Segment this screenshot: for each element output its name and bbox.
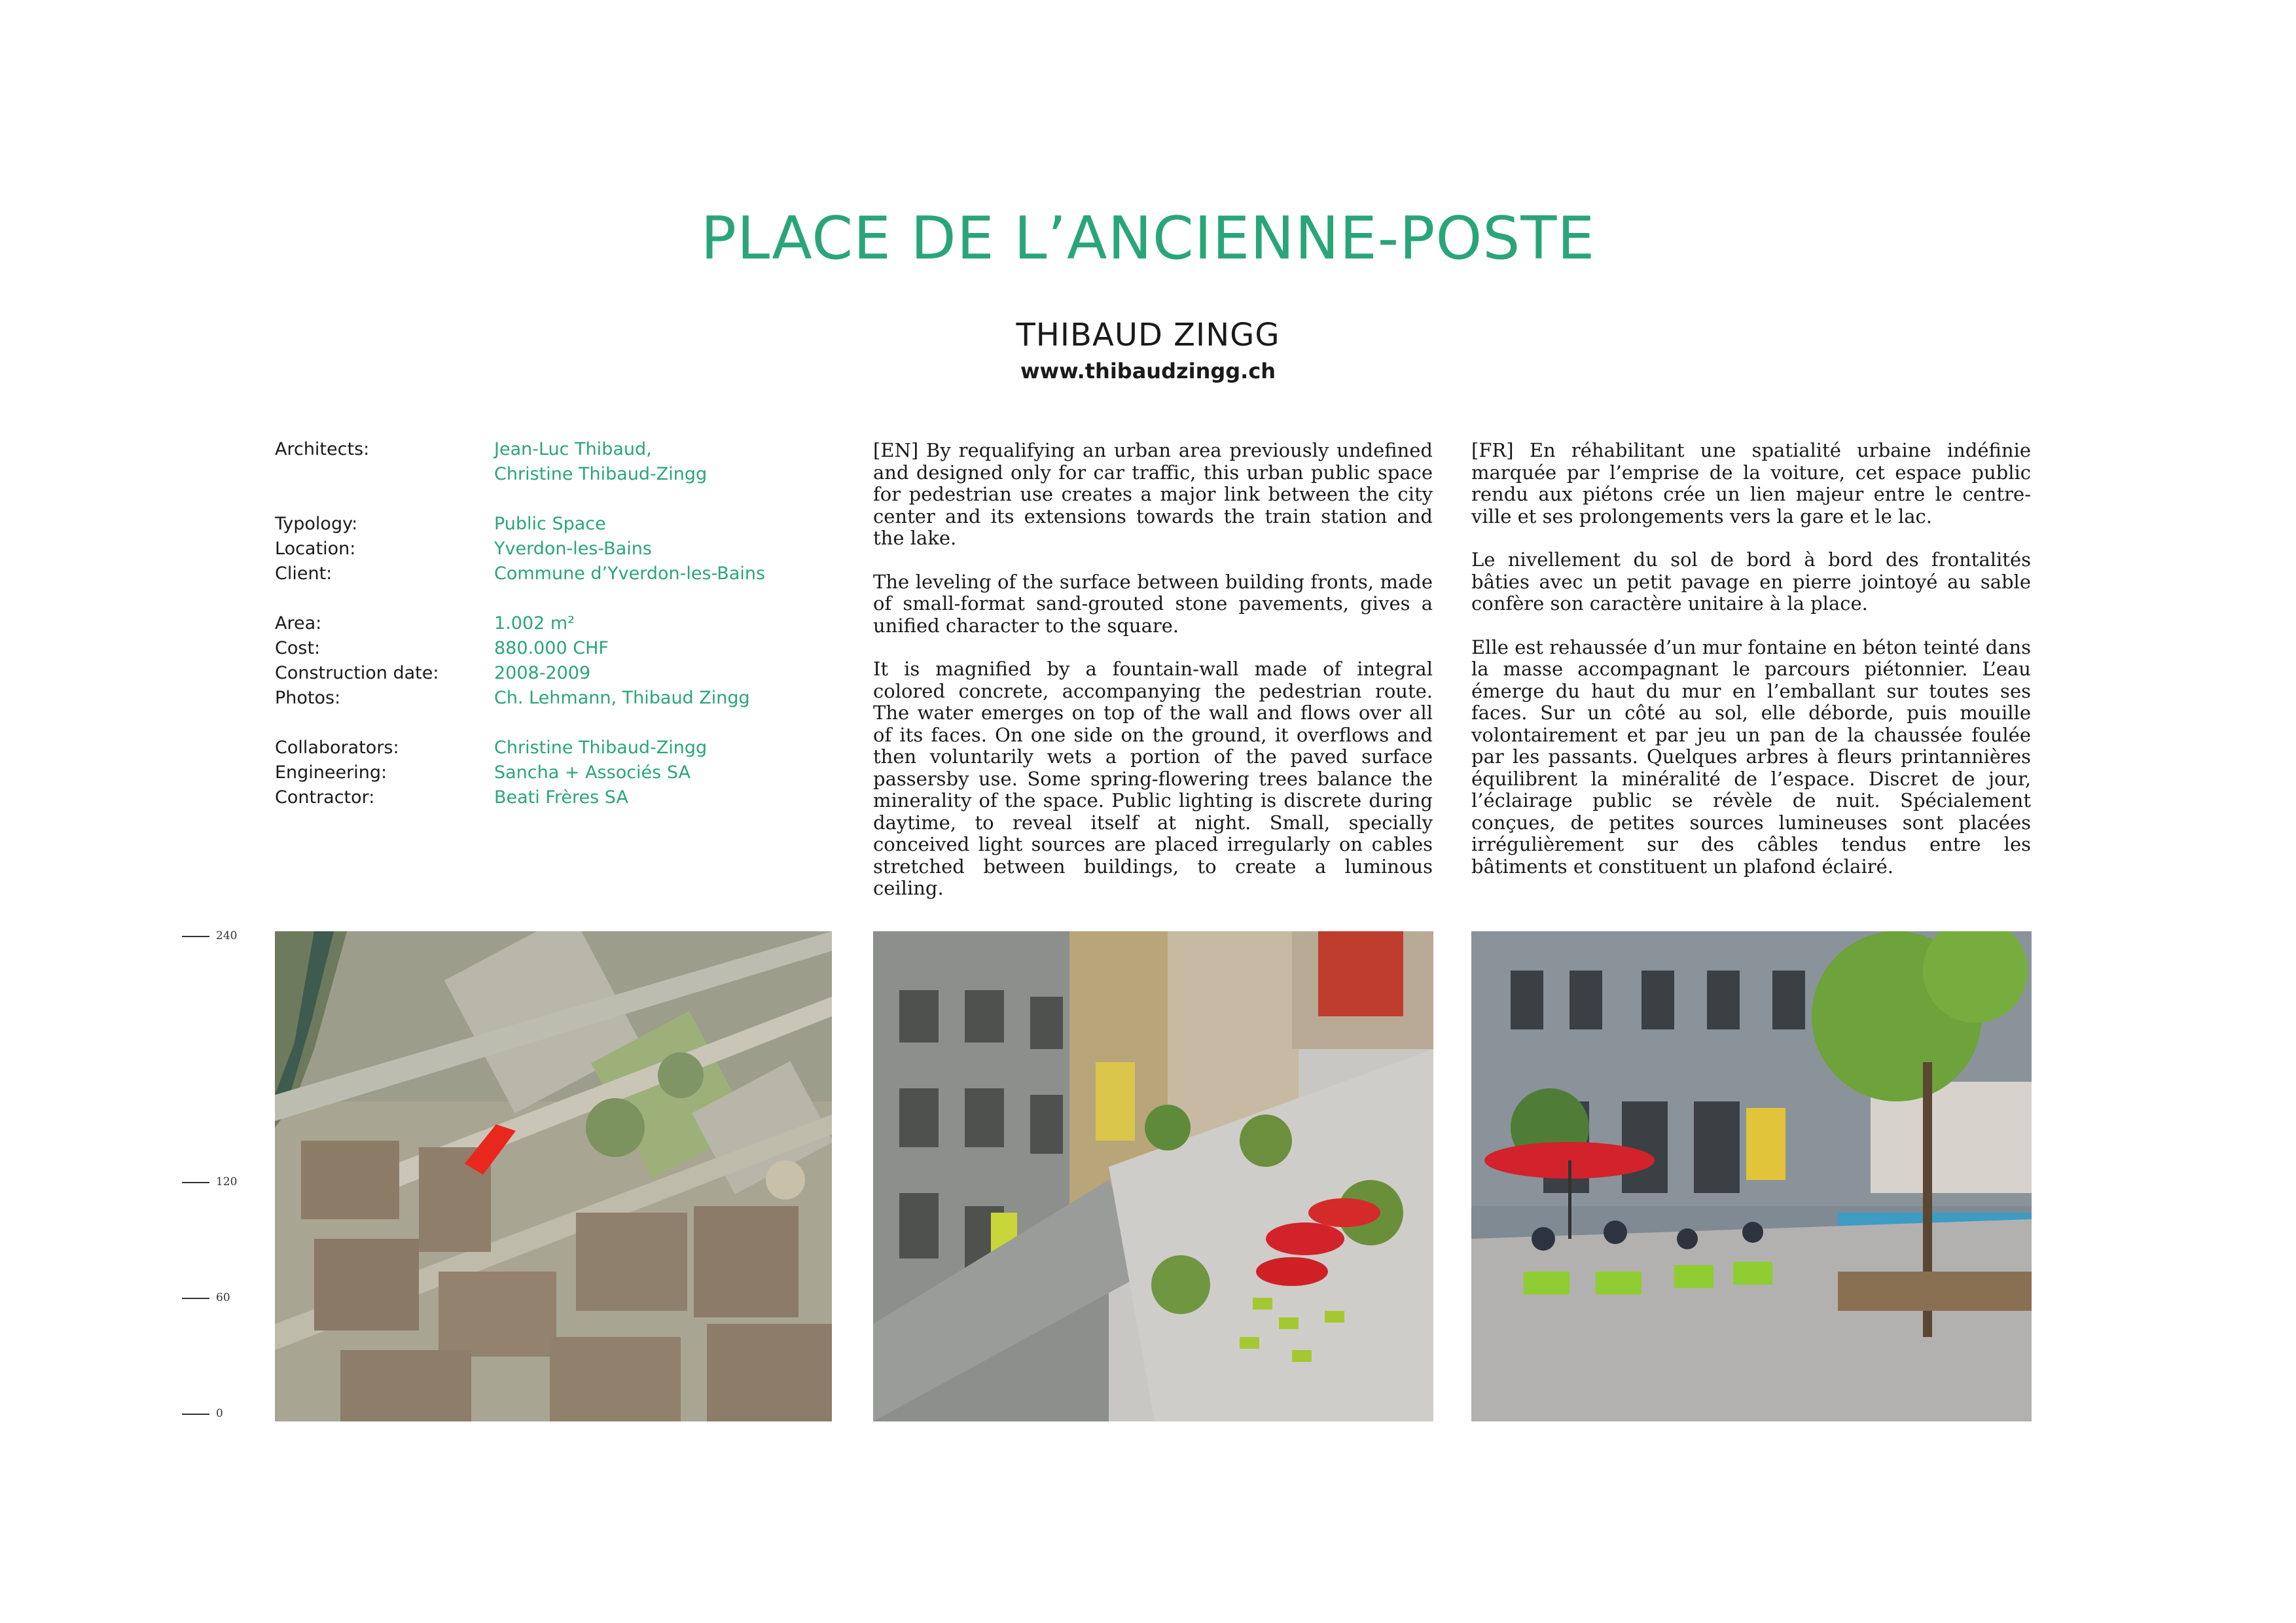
photos-value: Ch. Lehmann, Thibaud Zingg	[494, 688, 750, 708]
date-label: Construction date:	[275, 663, 439, 683]
project-info	[275, 437, 851, 810]
area-value: 1.002 m²	[494, 613, 575, 633]
scale-mark-120: 120	[182, 1175, 237, 1188]
description-english	[873, 440, 1433, 921]
scale-mark-60: 60	[182, 1291, 230, 1304]
location-label: Location:	[275, 539, 356, 559]
engineering-label: Engineering:	[275, 762, 387, 783]
collaborators-value: Christine Thibaud-Zingg	[494, 738, 708, 758]
architects-value: Jean-Luc Thibaud,	[494, 439, 652, 459]
contractor-value: Beati Frères SA	[494, 787, 628, 808]
cost-value: 880.000 CHF	[494, 638, 609, 658]
architects-label: Architects:	[275, 439, 370, 459]
architects-value-2: Christine Thibaud-Zingg	[494, 464, 708, 484]
typology-value: Public Space	[494, 514, 606, 534]
description-french	[1471, 440, 2031, 899]
collaborators-label: Collaborators:	[275, 738, 399, 758]
area-label: Area:	[275, 613, 322, 633]
author-name: THIBAUD ZINGG	[1016, 317, 1280, 353]
french-paragraph-1: [FR] En réhabilitant une spatialité urbaine indéfinie marquée par l’emprise de la voiture, cet espace public rendu aux piétons crée un lien majeur entre le centre-ville et ses prolongements vers la gare et le lac.	[1471, 439, 2031, 527]
photos-label: Photos:	[275, 688, 341, 708]
page-title: PLACE DE L’ANCIENNE-POSTE	[700, 204, 1596, 273]
cost-label: Cost:	[275, 638, 321, 658]
location-value: Yverdon-les-Bains	[494, 539, 652, 559]
english-paragraph-1: [EN] By requalifying an urban area previously undefined and designed only for car traffic, this urban public space for pedestrian use creates a major link between the city center and its extensions towards the train station and the lake.	[873, 439, 1433, 549]
aerial-photo	[275, 931, 832, 1421]
contractor-label: Contractor:	[275, 787, 375, 808]
date-value: 2008-2009	[494, 663, 591, 683]
client-value: Commune d’Yverdon-les-Bains	[494, 563, 766, 584]
scale-mark-240: 240	[182, 929, 237, 942]
square-elevated-photo	[873, 931, 1433, 1421]
scale-mark-0: 0	[182, 1407, 223, 1420]
french-paragraph-3: Elle est rehaussée d’un mur fontaine en béton teinté dans la masse accompagnant le parcours piétonnier. L’eau émerge du haut du mur en l’emballant sur toutes ses faces. Sur un côté au sol, elle déborde, puis mouille volontairement et par jeu un pan de la chaussée foulée par les passants. Quelques arbres à fleurs printannières équilibrent la minéralité de l’espace. Discret de jour, l’éclairage public se révèle de nuit. Spécialement conçues, de petites sources lumineuses sont placées irrégulièrement sur des câbles tendus entre les bâtiments et constituent un plafond éclairé.	[1471, 635, 2031, 878]
typology-label: Typology:	[275, 514, 358, 534]
terrace-photo	[1471, 931, 2032, 1421]
author-url: www.thibaudzingg.ch	[1020, 359, 1276, 383]
english-paragraph-3: It is magnified by a fountain-wall made of integral colored concrete, accompanying the pedestrian route. The water emerges on top of the wall and flows over all of its faces. On one side on the ground, it overflows and then voluntarily wets a portion of the paved surface passersby use. Some spring-flowering trees balance the minerality of the space. Public lighting is discrete during daytime, to reveal itself at night. Small, specially conceived light sources are placed irregularly on cables stretched between buildings, to create a luminous ceiling.	[873, 658, 1433, 899]
engineering-value: Sancha + Associés SA	[494, 762, 691, 783]
client-label: Client:	[275, 563, 332, 584]
french-paragraph-2: Le nivellement du sol de bord à bord des frontalités bâties avec un petit pavage en pierre jointoyé au sable confère son caractère unitaire à la place.	[1471, 548, 2031, 615]
english-paragraph-2: The leveling of the surface between building fronts, made of small-format sand-grouted stone pavements, gives a unified character to the square.	[873, 570, 1433, 637]
